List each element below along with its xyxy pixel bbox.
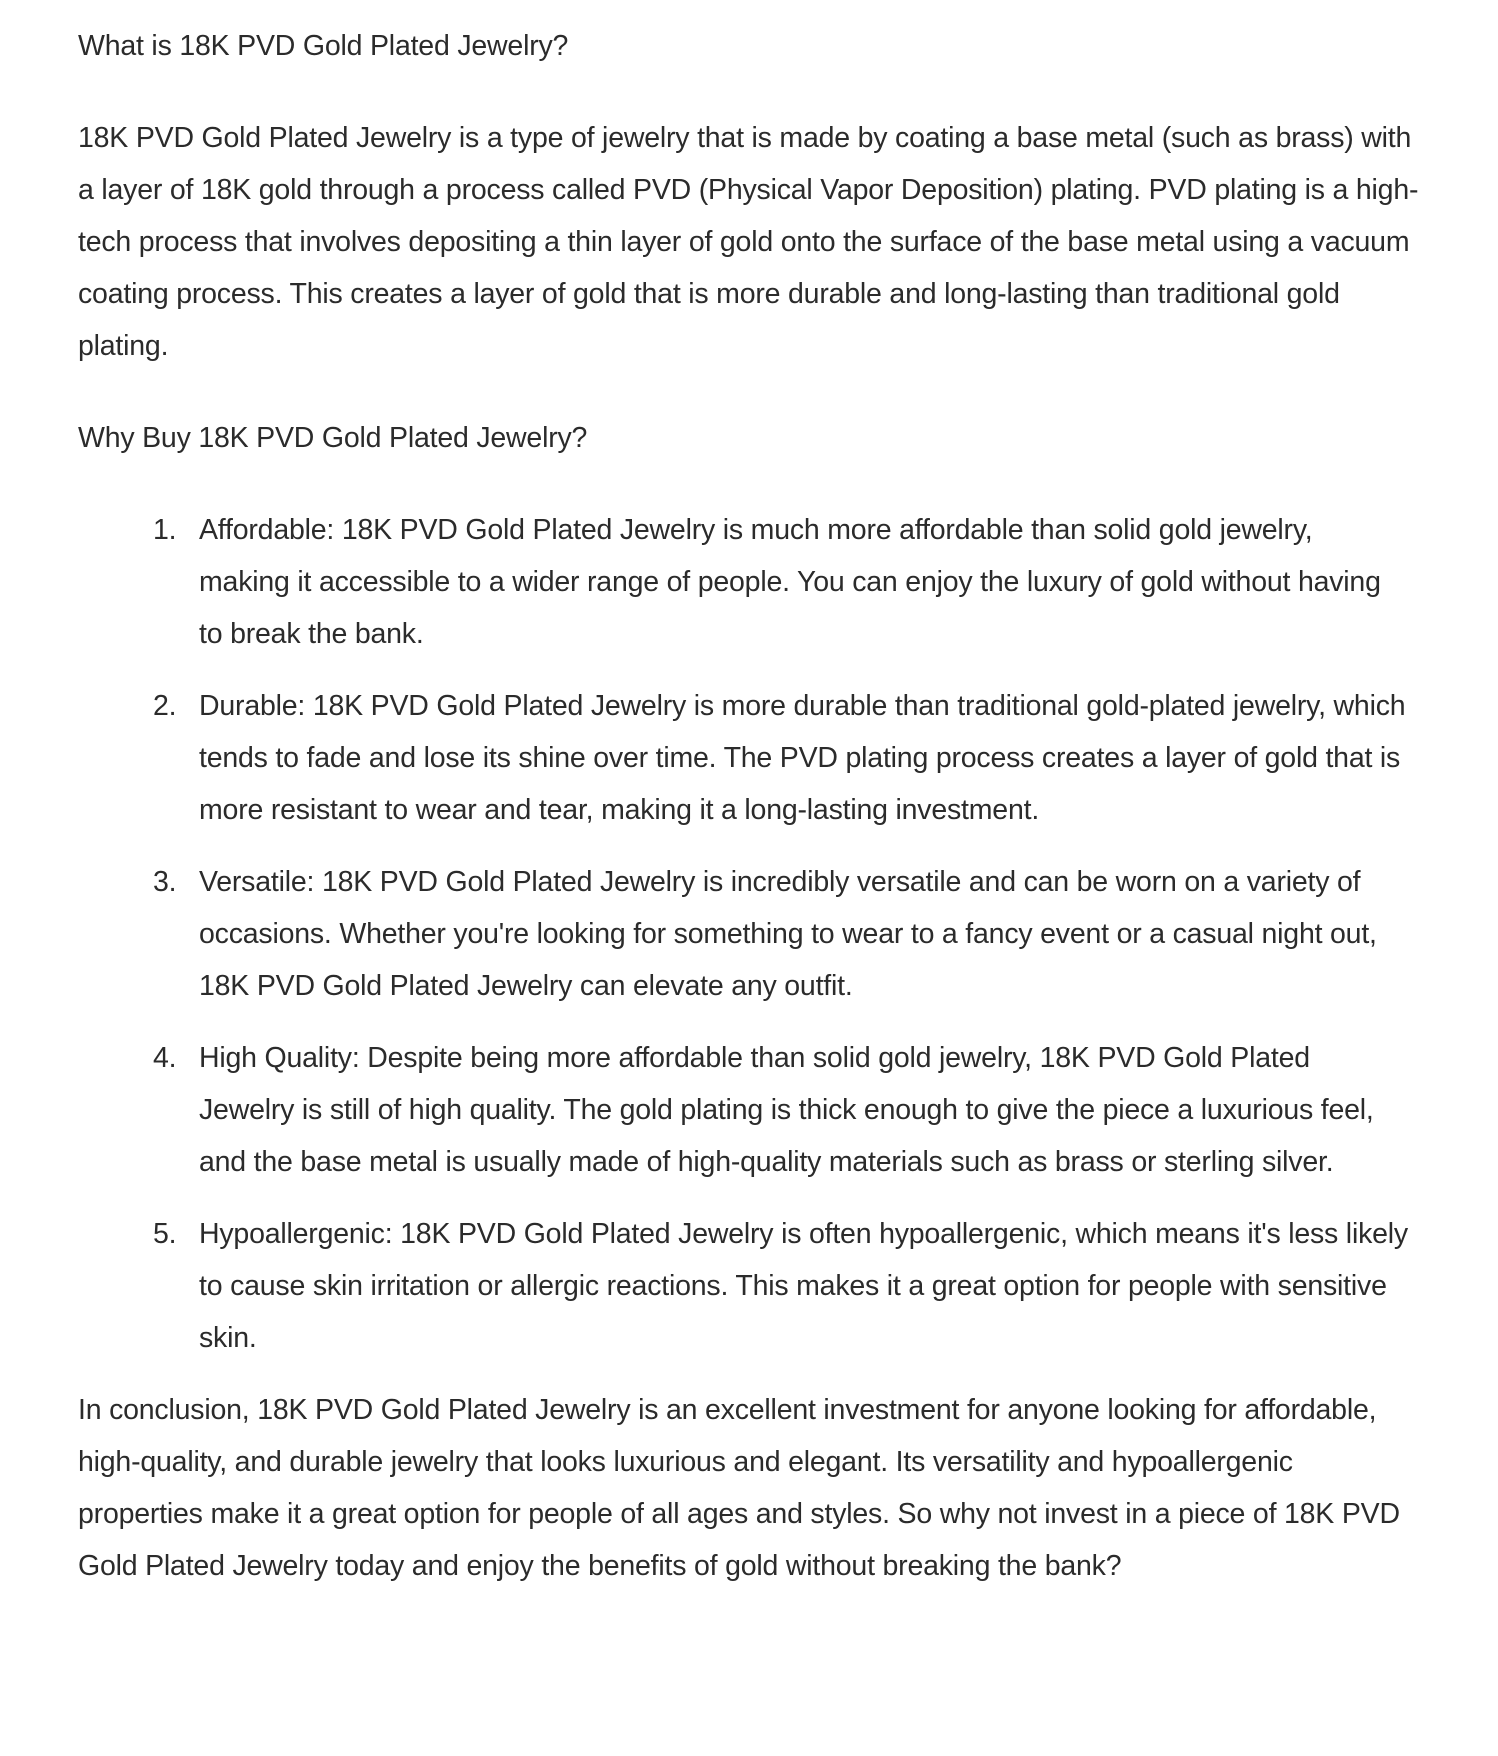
list-item-text: Versatile: 18K PVD Gold Plated Jewelry is incredibly versatile and can be worn on a variety of occasions. Whether you're looking for something to wear to a fancy event or a casual night out, 18K PVD Gold Plated Jewelry can elevate any outfit.: [199, 866, 1377, 1002]
list-item-affordable: [153, 504, 1420, 660]
list-item-high-quality: [153, 1032, 1420, 1188]
list-item-versatile: [153, 856, 1420, 1012]
list-item-text: Hypoallergenic: 18K PVD Gold Plated Jewelry is often hypoallergenic, which means it's less likely to cause skin irritation or allergic reactions. This makes it a great option for people with sensitive skin.: [199, 1218, 1408, 1354]
list-number: 1.: [153, 514, 177, 546]
list-item-hypoallergenic: [153, 1208, 1420, 1364]
list-item-text: Durable: 18K PVD Gold Plated Jewelry is more durable than traditional gold-plated jewelry, which tends to fade and lose its shine over time. The PVD plating process creates a layer of gold that is more resistant to wear and tear, making it a long-lasting investment.: [199, 690, 1406, 826]
heading-what-is: What is 18K PVD Gold Plated Jewelry?: [78, 30, 569, 62]
list-item-text: High Quality: Despite being more affordable than solid gold jewelry, 18K PVD Gold Plated Jewelry is still of high quality. The gold plating is thick enough to give the piece a luxurious feel, and the base metal is usually made of high-quality materials such as brass or sterling silver.: [199, 1042, 1374, 1178]
intro-paragraph: 18K PVD Gold Plated Jewelry is a type of jewelry that is made by coating a base metal (such as brass) with a layer of 18K gold through a process called PVD (Physical Vapor Deposition) plating. PVD plating is a high-tech process that involves depositing a thin layer of gold onto the surface of the base metal using a vacuum coating process. This creates a layer of gold that is more durable and long-lasting than traditional gold plating.: [78, 122, 1419, 362]
list-number: 4.: [153, 1042, 177, 1074]
list-number: 2.: [153, 690, 177, 722]
heading-why-buy: Why Buy 18K PVD Gold Plated Jewelry?: [78, 422, 588, 454]
list-number: 5.: [153, 1218, 177, 1250]
conclusion-paragraph: In conclusion, 18K PVD Gold Plated Jewelry is an excellent investment for anyone looking for affordable, high-quality, and durable jewelry that looks luxurious and elegant. Its versatility and hypoallergenic properties make it a great option for people of all ages and styles. So why not invest in a piece of 18K PVD Gold Plated Jewelry today and enjoy the benefits of gold without breaking the bank?: [78, 1394, 1400, 1582]
list-number: 3.: [153, 866, 177, 898]
reasons-list: [78, 504, 1420, 1364]
list-item-text: Affordable: 18K PVD Gold Plated Jewelry is much more affordable than solid gold jewelry, making it accessible to a wider range of people. You can enjoy the luxury of gold without having to break the bank.: [199, 514, 1381, 650]
list-item-durable: [153, 680, 1420, 836]
